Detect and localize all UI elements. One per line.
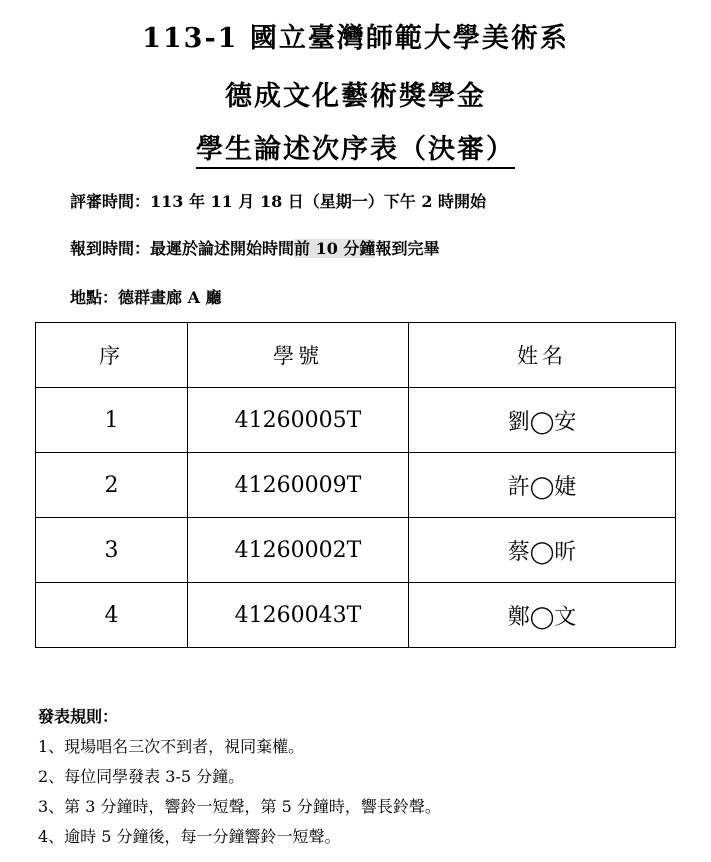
cell-name: 蔡◯昕 [409,518,676,583]
presentation-rules [38,702,441,852]
location: 地點：德群畫廊 A 廳 [70,288,222,307]
rule-item: 1、現場唱名三次不到者，視同棄權。 [38,737,305,756]
cell-name: 許◯婕 [409,453,676,518]
cell-order: 2 [36,453,188,518]
cell-order: 1 [36,388,188,453]
cell-name: 劉◯安 [409,388,676,453]
cell-student-id: 41260009T [188,453,409,518]
title-line-1: 113-1 國立臺灣師範大學美術系 [142,23,569,54]
report-time [70,236,439,259]
header-student-id: 學號 [188,323,409,388]
rule-item: 4、逾時 5 分鐘後，每一分鐘響鈴一短聲。 [38,827,341,846]
title-line-2: 德成文化藝術獎學金 [225,81,486,112]
table-row [36,583,676,648]
header-name: 姓名 [409,323,676,388]
title-line-3-text: 學生論述次序表（決審） [196,134,515,169]
cell-student-id: 41260043T [188,583,409,648]
report-time-prefix: 報到時間：最遲於論述開始時間 [70,239,295,258]
cell-order: 3 [36,518,188,583]
rule-item: 2、每位同學發表 3-5 分鐘。 [38,767,245,786]
rule-item: 3、第 3 分鐘時，響鈴一短聲，第 5 分鐘時，響長鈴聲。 [38,797,441,816]
review-time: 評審時間：113 年 11 月 18 日（星期一）下午 2 時開始 [70,192,487,211]
report-time-highlight: 前 10 分鐘 [294,239,376,258]
table-header-row [36,323,676,388]
report-time-suffix: 報到完畢 [375,239,440,258]
rules-heading: 發表規則： [38,707,119,726]
cell-name: 鄭◯文 [409,583,676,648]
table-row [36,453,676,518]
header-order: 序 [36,323,188,388]
title-line-3 [0,127,711,166]
cell-student-id: 41260005T [188,388,409,453]
cell-student-id: 41260002T [188,518,409,583]
table-row [36,518,676,583]
order-table [35,322,676,648]
table-row [36,388,676,453]
cell-order: 4 [36,583,188,648]
